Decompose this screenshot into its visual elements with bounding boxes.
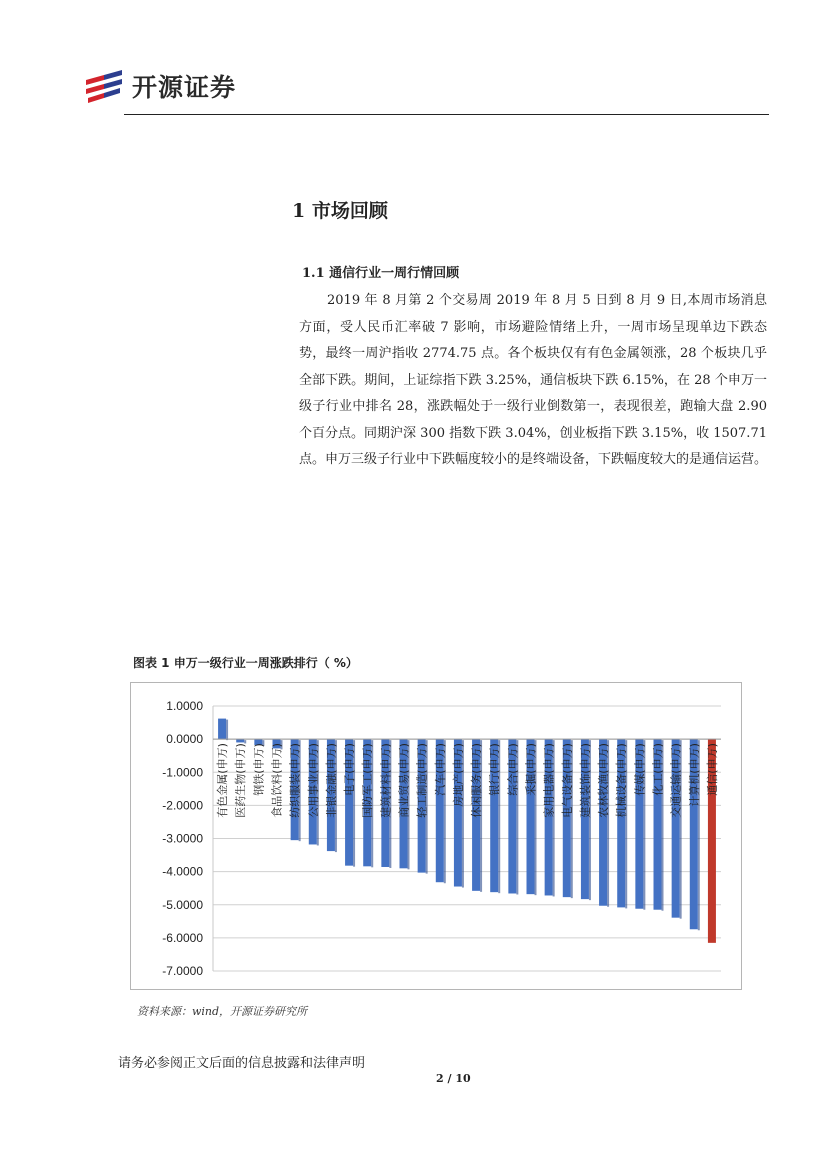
x-tick-label: 家用电器(申万) [542,743,556,818]
x-tick-label: 国防军工(申万) [361,743,375,818]
x-tick-label: 综合(申万) [506,743,520,796]
bar-shade [244,740,246,743]
x-tick-label: 电气设备(申万) [560,743,574,818]
x-tick-label: 非银金融(申万) [324,743,338,818]
x-tick-label: 医药生物(申万) [234,743,248,818]
y-tick-label: -3.0000 [162,831,203,846]
figure-title: 图表 1 申万一级行业一周涨跌排行（ %） [133,656,358,670]
x-tick-label: 商业贸易(申万) [397,743,411,818]
x-tick-label: 计算机(申万) [687,743,701,807]
bar [218,719,226,740]
x-tick-label: 交通运输(申万) [669,743,683,818]
x-tick-label: 化工(申万) [651,743,665,796]
body-paragraph: 2019 年 8 月第 2 个交易周 2019 年 8 月 5 日到 8 月 9 日,本周市场消息方面，受人民币汇率破 7 影响，市场避险情绪上升，一周市场呈现单边下跌态势，最终一周沪指收 2774.75 点。各个板块仅有有色金属领涨，28 个板块几乎全部下跌。期间，上证综指下跌 3.25%，通信板块下跌 6.15%，在 28 个申万一级子行业中排名 28，涨跌幅处于一级行业倒数第一，表现很差，跑输大盘 2.90 个百分点。同期沪深 300 指数下跌 3.04%，创业板指下跌 3.15%，收 1507.71 点。申万三级子行业中下跌幅度较小的是终端设备，下跌幅度较大的是通信运营。 [299,293,768,467]
x-tick-label: 机械设备(申万) [615,743,629,818]
section-title: 1 市场回顾 [292,200,388,222]
x-tick-label: 食品饮料(申万) [270,743,284,818]
y-tick-label: 1.0000 [166,699,203,713]
y-tick-label: -1.0000 [162,765,203,780]
bar-shade [226,720,228,741]
x-tick-label: 轻工制造(申万) [415,743,429,818]
x-tick-label: 汽车(申万) [433,743,447,796]
x-tick-label: 房地产(申万) [451,743,465,807]
bar-chart [131,683,741,989]
x-tick-label: 采掘(申万) [524,743,538,796]
source-note: 资料来源：wind，开源证券研究所 [137,1005,308,1018]
y-tick-label: -5.0000 [162,897,203,912]
x-tick-label: 建筑装饰(申万) [578,743,592,818]
x-tick-label: 休闲服务(申万) [470,743,484,818]
company-name: 开源证券 [132,73,237,102]
y-tick-label: -4.0000 [162,864,203,879]
x-tick-label: 银行(申万) [488,743,502,796]
page-number: 2 / 10 [436,1072,471,1085]
sub-section-title: 1.1 通信行业一周行情回顾 [302,266,460,281]
y-tick-label: 0.0000 [166,732,203,747]
x-tick-label: 钢铁(申万) [252,743,266,796]
company-logo-icon [82,66,126,106]
disclaimer: 请务必参阅正文后面的信息披露和法律声明 [118,1056,366,1071]
y-tick-label: -2.0000 [162,798,203,813]
y-tick-label: -7.0000 [162,964,203,978]
x-tick-label: 建筑材料(申万) [379,743,393,818]
x-tick-label: 纺织服装(申万) [288,743,302,818]
chart-container [130,682,742,990]
x-tick-label: 农林牧渔(申万) [597,743,611,818]
x-tick-label: 传媒(申万) [633,743,647,796]
x-tick-label: 公用事业(申万) [306,743,320,818]
x-tick-label: 有色金属(申万) [216,743,230,818]
x-tick-label: 电子(申万) [343,743,357,796]
company-logo [82,66,236,106]
y-tick-label: -6.0000 [162,930,203,945]
header-divider [124,114,769,115]
x-tick-label: 通信(申万) [705,743,719,796]
